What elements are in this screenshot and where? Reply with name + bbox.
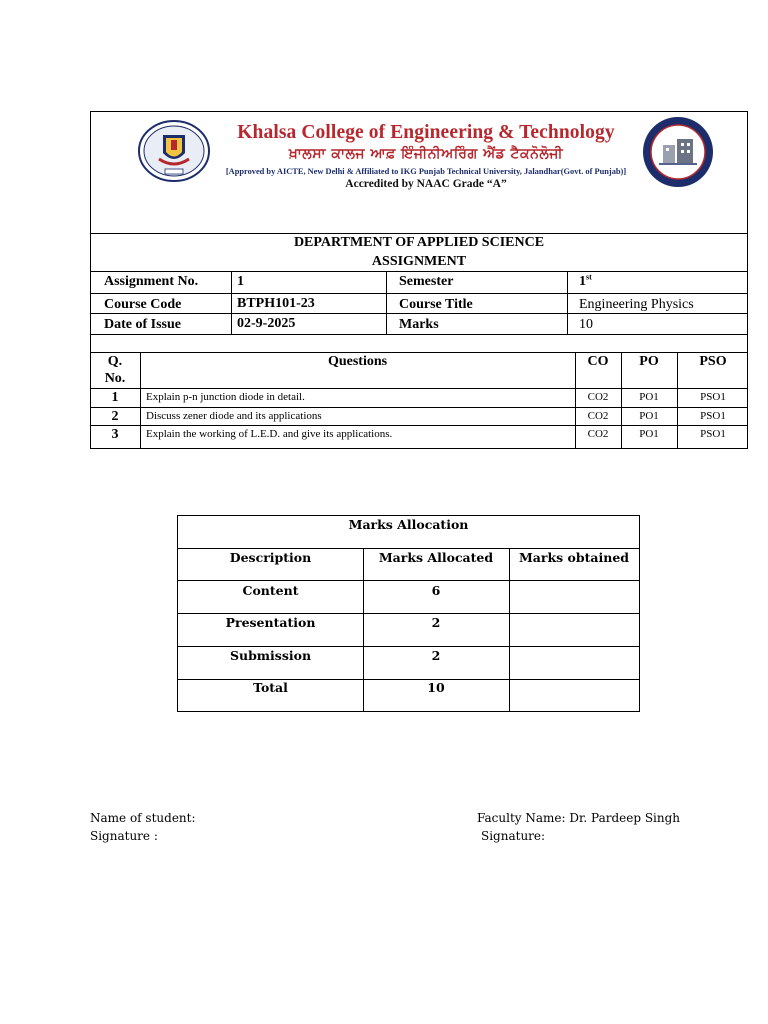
divider — [91, 425, 747, 426]
question-number: 2 — [111, 409, 119, 424]
divider — [91, 334, 747, 335]
question-text: Discuss zener diode and its applications — [146, 410, 322, 422]
marks-allocation-title: Marks Allocation — [348, 517, 469, 532]
pso-header: PSO — [699, 354, 727, 369]
student-signature-label: Signature : — [90, 829, 158, 843]
marks-description: Presentation — [225, 615, 316, 630]
divider — [91, 407, 747, 408]
marks-allocated-value: 2 — [431, 648, 441, 663]
course-code-label: Course Code — [104, 297, 182, 312]
course-title-label: Course Title — [399, 297, 473, 312]
semester-value: 1st — [579, 272, 592, 289]
qno-header: Q. No. — [104, 354, 126, 386]
course-title-value: Engineering Physics — [579, 297, 694, 312]
question-po: PO1 — [639, 391, 659, 403]
divider — [91, 388, 747, 389]
college-crest-icon — [137, 119, 211, 183]
semester-label: Semester — [399, 274, 454, 289]
course-code-value: BTPH101-23 — [237, 296, 315, 311]
approval-statement: [Approved by AICTE, New Delhi & Affiliated to IKG Punjab Technical University, Jalandhar(Govt. of Punjab)] — [225, 167, 627, 176]
question-co: CO2 — [587, 410, 609, 422]
co-header: CO — [587, 354, 609, 369]
marks-obtained-header: Marks obtained — [518, 550, 630, 565]
question-pso: PSO1 — [700, 410, 726, 422]
student-name-label: Name of student: — [90, 811, 196, 825]
faculty-signature-label: Signature: — [481, 829, 546, 843]
question-number: 1 — [111, 390, 119, 405]
divider — [91, 313, 747, 314]
date-of-issue-label: Date of Issue — [104, 317, 181, 332]
question-text: Explain p-n junction diode in detail. — [146, 391, 305, 403]
college-name: Khalsa College of Engineering & Technology — [237, 122, 615, 143]
divider — [178, 646, 639, 647]
marks-allocated-header: Marks Allocated — [378, 550, 494, 565]
assignment-no-label: Assignment No. — [104, 274, 199, 289]
divider — [509, 548, 510, 712]
marks-description: Content — [242, 583, 299, 598]
po-header: PO — [639, 354, 659, 369]
divider — [231, 271, 232, 334]
marks-allocated-value: 6 — [431, 583, 441, 598]
assignment-no-value: 1 — [237, 274, 244, 289]
divider — [178, 580, 639, 581]
marks-allocation-table — [177, 515, 640, 712]
accreditation-statement: Accredited by NAAC Grade “A” — [345, 178, 507, 190]
marks-description: Total — [253, 680, 288, 695]
marks-description: Submission — [229, 648, 312, 663]
college-name-punjabi: ਖ਼ਾਲਸਾ ਕਾਲਜ ਆਫ਼ ਇੰਜੀਨੀਅਰਿੰਗ ਐਂਡ ਟੈਕਨੋਲੋਜੀ — [288, 146, 564, 162]
college-seal-icon — [641, 115, 715, 189]
question-number: 3 — [111, 427, 119, 442]
department-title: DEPARTMENT OF APPLIED SCIENCE — [293, 235, 545, 250]
question-pso: PSO1 — [700, 391, 726, 403]
divider — [178, 548, 639, 549]
question-po: PO1 — [639, 428, 659, 440]
question-co: CO2 — [587, 428, 609, 440]
question-co: CO2 — [587, 391, 609, 403]
description-header: Description — [229, 550, 312, 565]
question-po: PO1 — [639, 410, 659, 422]
divider — [178, 613, 639, 614]
marks-allocated-value: 10 — [427, 680, 445, 695]
divider — [567, 271, 568, 334]
questions-header: Questions — [327, 354, 388, 369]
marks-allocated-value: 2 — [431, 615, 441, 630]
document-title: ASSIGNMENT — [371, 254, 467, 269]
semester-suffix: st — [586, 272, 592, 282]
marks-label: Marks — [399, 317, 439, 332]
divider — [91, 271, 747, 272]
faculty-name: Faculty Name: Dr. Pardeep Singh — [477, 811, 681, 825]
question-pso: PSO1 — [700, 428, 726, 440]
divider — [386, 271, 387, 334]
divider — [91, 293, 747, 294]
date-of-issue-value: 02-9-2025 — [237, 316, 296, 331]
assignment-header-table — [90, 111, 748, 449]
question-text: Explain the working of L.E.D. and give its applications. — [146, 428, 393, 440]
marks-value: 10 — [579, 317, 593, 332]
